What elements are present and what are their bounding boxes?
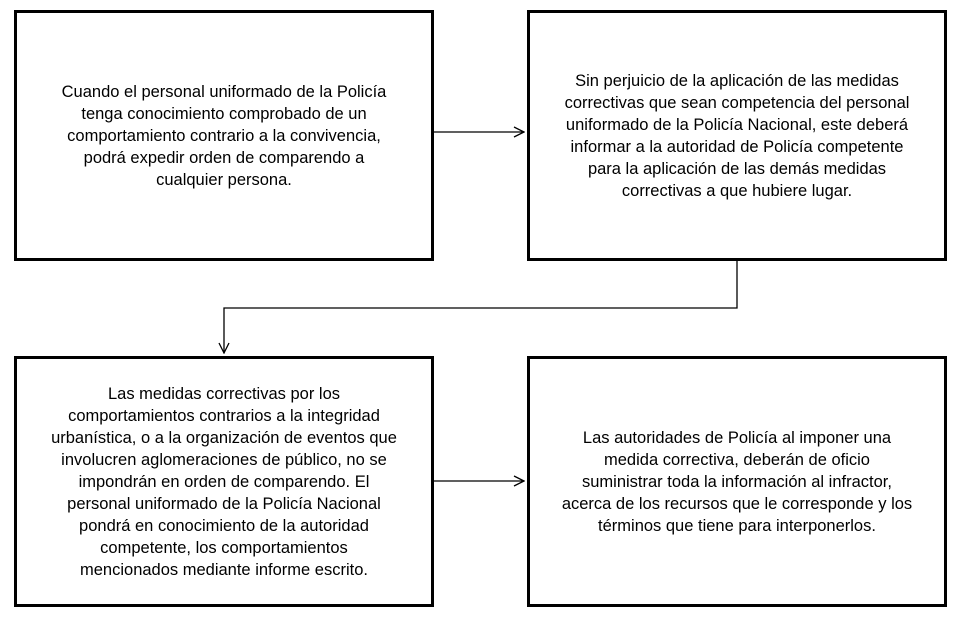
- flow-box-3-text: Las medidas correctivas por los comportamientos contrarios a la integridad urbanística, o a la organización de eventos que involucren aglomeraciones de público, no se impondrán en orden de comparendo. El personal uniformado de la Policía Nacional pondrá en conocimiento de la autoridad competente, los comportamientos mencionados mediante informe escrito.: [51, 384, 397, 579]
- flow-box-1: [14, 10, 434, 261]
- flow-box-4-text: Las autoridades de Policía al imponer una medida correctiva, deberán de oficio suministrar toda la información al infractor, acerca de los recursos que le corresponde y los términos que tiene para interponerlos.: [561, 428, 913, 535]
- flow-box-1-text: Cuando el personal uniformado de la Policía tenga conocimiento comprobado de un comportamiento contrario a la convivencia, podrá expedir orden de comparendo a cualquier persona.: [61, 82, 387, 189]
- flow-box-4: [527, 356, 947, 607]
- arrow-box2-to-box3: [224, 261, 737, 353]
- flow-box-2-text: Sin perjuicio de la aplicación de las medidas correctivas que sean competencia del personal uniformado de la Policía Nacional, este deberá informar a la autoridad de Policía competente para la aplicación de las demás medidas correctivas a que hubiere lugar.: [564, 71, 910, 200]
- flow-box-2: [527, 10, 947, 261]
- flow-box-3: [14, 356, 434, 607]
